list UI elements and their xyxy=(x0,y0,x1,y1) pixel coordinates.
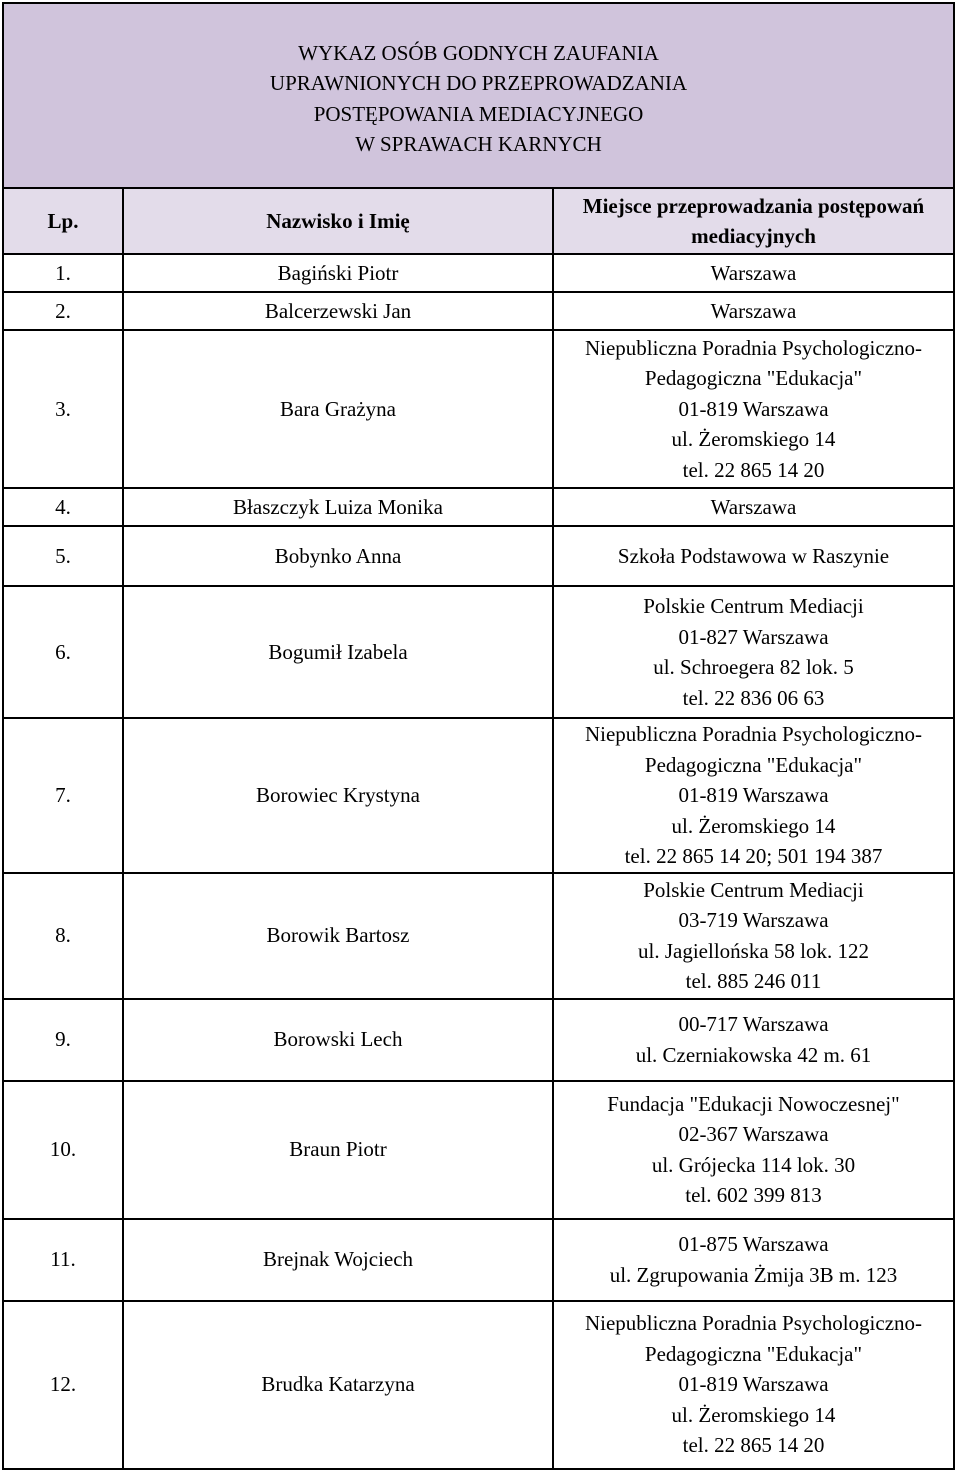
row-place: 00-717 Warszawa ul. Czerniakowska 42 m. 61 xyxy=(553,999,954,1081)
row-place: 01-875 Warszawa ul. Zgrupowania Żmija 3B m. 123 xyxy=(553,1219,954,1301)
row-name: Brejnak Wojciech xyxy=(123,1219,553,1301)
table-row xyxy=(3,718,954,873)
row-lp: 6. xyxy=(3,586,123,718)
row-name: Balcerzewski Jan xyxy=(123,292,553,330)
row-lp: 8. xyxy=(3,873,123,999)
table-row xyxy=(3,292,954,330)
table-row xyxy=(3,488,954,526)
row-name: Borowiec Krystyna xyxy=(123,718,553,873)
row-name: Błaszczyk Luiza Monika xyxy=(123,488,553,526)
row-place: Polskie Centrum Mediacji 01-827 Warszawa ul. Schroegera 82 lok. 5 tel. 22 836 06 63 xyxy=(553,586,954,718)
row-lp: 11. xyxy=(3,1219,123,1301)
header-place: Miejsce przeprowadzania postępowań mediacyjnych xyxy=(553,188,954,254)
row-lp: 7. xyxy=(3,718,123,873)
row-lp: 2. xyxy=(3,292,123,330)
table-row xyxy=(3,330,954,488)
row-place: Fundacja "Edukacji Nowoczesnej" 02-367 Warszawa ul. Grójecka 114 lok. 30 tel. 602 399 813 xyxy=(553,1081,954,1219)
row-name: Bogumił Izabela xyxy=(123,586,553,718)
table-row xyxy=(3,526,954,586)
row-place: Niepubliczna Poradnia Psychologiczno- Pedagogiczna "Edukacja" 01-819 Warszawa ul. Żeromskiego 14 tel. 22 865 14 20; 501 194 387 xyxy=(553,718,954,873)
table-row xyxy=(3,1081,954,1219)
row-place: Warszawa xyxy=(553,254,954,292)
row-name: Braun Piotr xyxy=(123,1081,553,1219)
row-name: Bara Grażyna xyxy=(123,330,553,488)
table-row xyxy=(3,999,954,1081)
row-place: Szkoła Podstawowa w Raszynie xyxy=(553,526,954,586)
title-line: W SPRAWACH KARNYCH xyxy=(355,132,602,156)
title-row xyxy=(3,3,954,188)
row-name: Borowik Bartosz xyxy=(123,873,553,999)
table-row xyxy=(3,254,954,292)
row-name: Bagiński Piotr xyxy=(123,254,553,292)
table-row xyxy=(3,1219,954,1301)
row-lp: 10. xyxy=(3,1081,123,1219)
row-lp: 1. xyxy=(3,254,123,292)
header-row xyxy=(3,188,954,254)
row-place: Niepubliczna Poradnia Psychologiczno- Pedagogiczna "Edukacja" 01-819 Warszawa ul. Żeromskiego 14 tel. 22 865 14 20 xyxy=(553,330,954,488)
row-lp: 4. xyxy=(3,488,123,526)
document-title xyxy=(3,3,954,188)
row-lp: 5. xyxy=(3,526,123,586)
row-name: Brudka Katarzyna xyxy=(123,1301,553,1469)
row-name: Bobynko Anna xyxy=(123,526,553,586)
row-name: Borowski Lech xyxy=(123,999,553,1081)
mediator-list-table xyxy=(2,2,955,1470)
row-lp: 3. xyxy=(3,330,123,488)
row-lp: 9. xyxy=(3,999,123,1081)
row-place: Polskie Centrum Mediacji 03-719 Warszawa ul. Jagiellońska 58 lok. 122 tel. 885 246 011 xyxy=(553,873,954,999)
table-row xyxy=(3,586,954,718)
table-row xyxy=(3,1301,954,1469)
title-line: UPRAWNIONYCH DO PRZEPROWADZANIA xyxy=(269,71,688,95)
row-place: Niepubliczna Poradnia Psychologiczno- Pedagogiczna "Edukacja" 01-819 Warszawa ul. Żeromskiego 14 tel. 22 865 14 20 xyxy=(553,1301,954,1469)
title-line: WYKAZ OSÓB GODNYCH ZAUFANIA xyxy=(298,40,659,65)
header-lp: Lp. xyxy=(3,188,123,254)
row-place: Warszawa xyxy=(553,292,954,330)
row-place: Warszawa xyxy=(553,488,954,526)
row-lp: 12. xyxy=(3,1301,123,1469)
header-name: Nazwisko i Imię xyxy=(123,188,553,254)
table-row xyxy=(3,873,954,999)
title-line: POSTĘPOWANIA MEDIACYJNEGO xyxy=(313,101,644,126)
